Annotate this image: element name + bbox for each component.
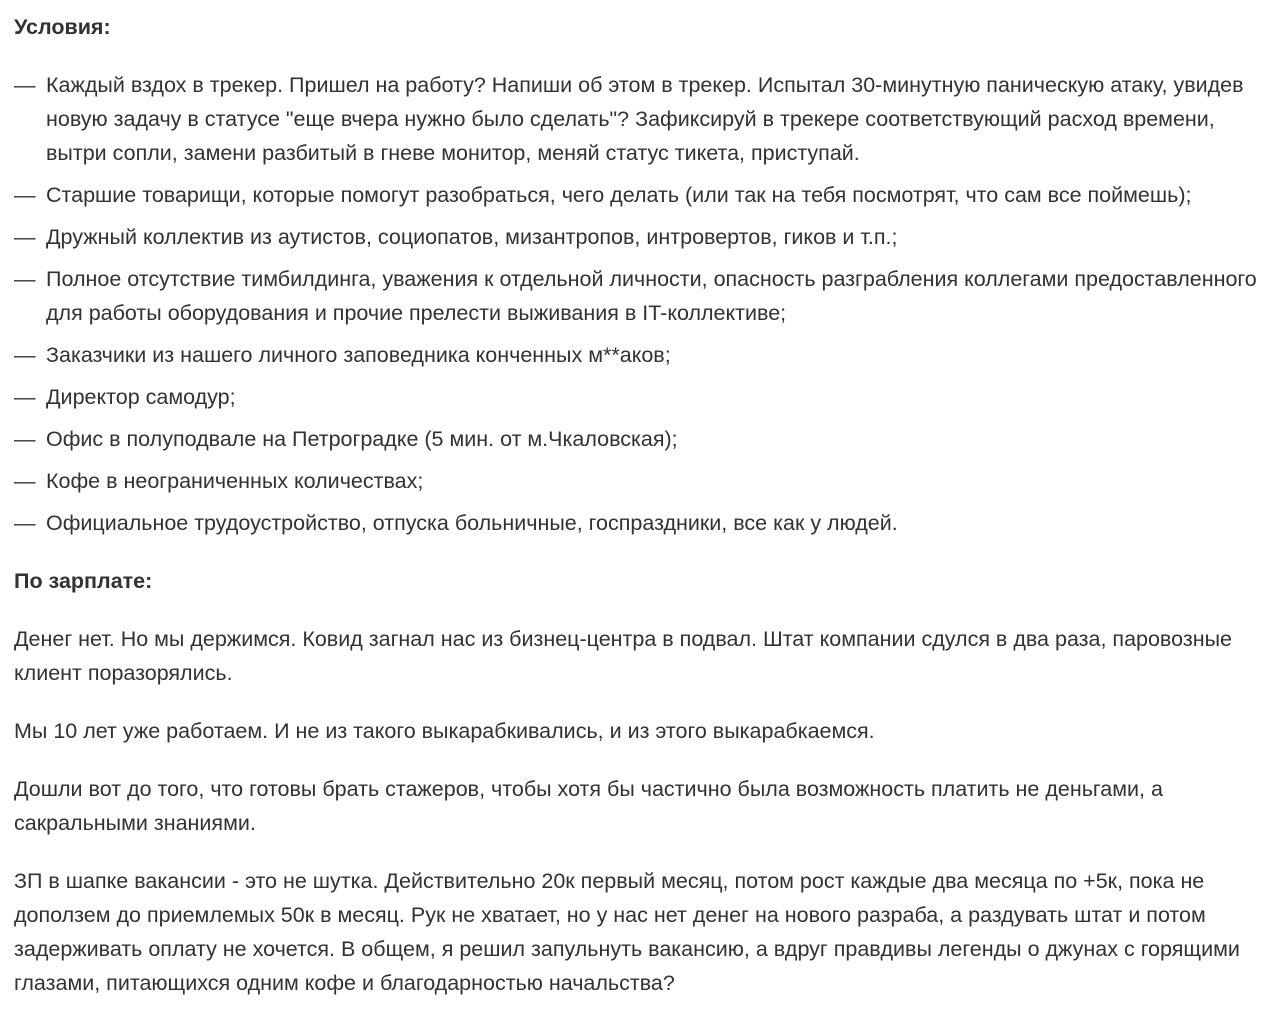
list-item-text: Полное отсутствие тимбилдинга, уважения к отдельной личности, опасность разграбления коллегами предоставленного для работы оборудования и прочие прелести выживания в IT-коллективе; [46,267,1257,325]
salary-paragraph: Дошли вот до того, что готовы брать стажеров, чтобы хотя бы частично была возможность платить не деньгами, а сакральными знаниями. [14,777,1163,835]
list-item [14,506,1266,540]
conditions-list [14,68,1266,540]
list-item-text: Каждый вздох в трекер. Пришел на работу? Напиши об этом в трекер. Испытал 30-минутную паническую атаку, увидев новую задачу в статусе "еще вчера нужно было сделать"? Зафиксируй в трекере соответствующий расход времени, вытри сопли, замени разбитый в гневе монитор, меняй статус тикета, приступай. [46,73,1244,165]
list-item [14,380,1266,414]
list-item-text: Старшие товарищи, которые помогут разобраться, чего делать (или так на тебя посмотрят, что сам все поймешь); [46,183,1192,207]
list-item [14,464,1266,498]
salary-heading: По зарплате: [14,569,153,593]
salary-paragraph: Денег нет. Но мы держимся. Ковид загнал нас из бизнец-центра в подвал. Штат компании сдулся в два раза, паровозные клиент поразорялись. [14,627,1232,685]
list-item-text: Кофе в неограниченных количествах; [46,469,424,493]
list-item-text: Директор самодур; [46,385,236,409]
list-dash: — [14,183,36,207]
list-item-text: Дружный коллектив из аутистов, социопатов, мизантропов, интровертов, гиков и т.п.; [46,225,898,249]
list-dash: — [14,267,36,291]
list-dash: — [14,73,36,97]
list-dash: — [14,225,36,249]
list-dash: — [14,511,36,535]
list-item [14,68,1266,170]
list-item [14,220,1266,254]
salary-paragraph: ЗП в шапке вакансии - это не шутка. Действительно 20к первый месяц, потом рост каждые два месяца по +5к, пока не доползем до приемлемых 50к в месяц. Рук не хватает, но у нас нет денег на нового разраба, а раздувать штат и потом задерживать оплату не хочется. В общем, я решил запульнуть вакансию, а вдруг правдивы легенды о джунах с горящими глазами, питающихся одним кофе и благодарностью начальства? [14,869,1240,995]
conditions-heading: Условия: [14,15,111,39]
list-item-text: Заказчики из нашего личного заповедника конченных м**аков; [46,343,671,367]
list-item [14,178,1266,212]
list-dash: — [14,469,36,493]
list-dash: — [14,385,36,409]
list-dash: — [14,427,36,451]
list-item-text: Офис в полуподвале на Петроградке (5 мин. от м.Чкаловская); [46,427,678,451]
list-dash: — [14,343,36,367]
list-item-text: Официальное трудоустройство, отпуска больничные, госпраздники, все как у людей. [46,511,898,535]
list-item [14,338,1266,372]
list-item [14,262,1266,330]
salary-paragraph: Мы 10 лет уже работаем. И не из такого выкарабкивались, и из этого выкарабкаемся. [14,719,875,743]
list-item [14,422,1266,456]
